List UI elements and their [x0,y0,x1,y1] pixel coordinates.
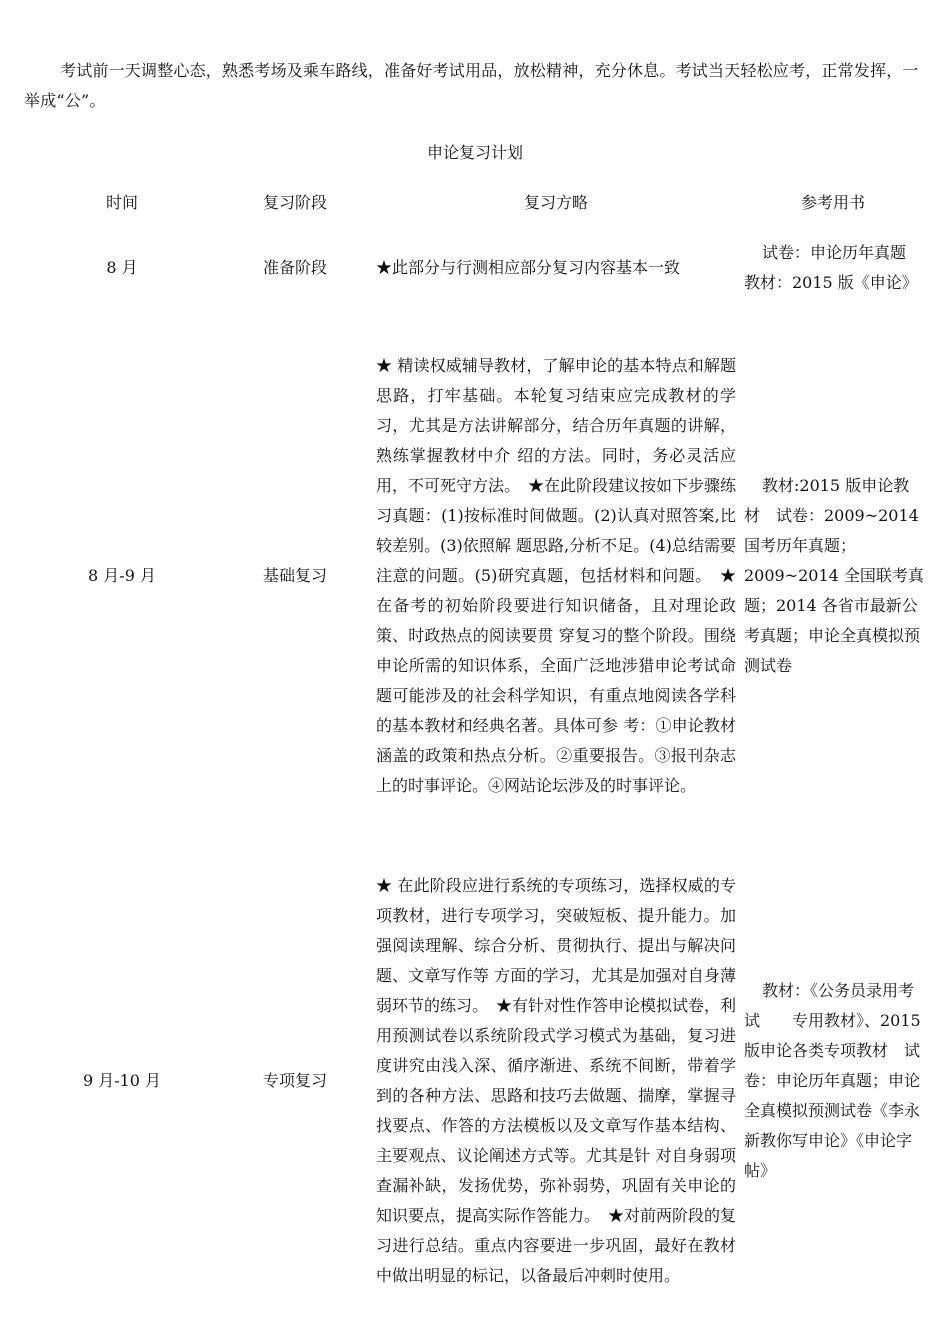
cell-books: 教材：《公务员录用考试 专用教材》、2015 版申论各类专项教材 试卷：申论历年真题；申论全真模拟预测试卷《李永新教你写申论》《申论字帖》 [744,981,921,1180]
review-plan-table [24,186,924,1326]
cell-time: 9 月-10 月 [82,1071,162,1090]
cell-method: ★ 在此阶段应进行系统的专项练习，选择权威的专项教材，进行专项学习，突破短板、提升能力。加强阅读理解、综合分析、贯彻执行、提出与解决问题、文章写作等 方面的学习，尤其是加强对自身薄弱环节的练习。 ★有针对性作答申论模拟试卷，利用预测试卷以系统阶段式学习模式为基础，复习进度讲究由浅入深、循序渐进、系统不间断，带着学到的各种方法、思路和技巧去做题、揣摩，掌握寻找要点、作答的方法模板以及文章写作基本结构、主要观点、议论阐述方式等。尤其是针 对自身弱项查漏补缺，发扬优势，弥补弱势，巩固有关申论的知识要点，提高实际作答能力。 ★对前两阶段的复习进行总结。重点内容要进一步巩固，最好在教材中做出明显的标记，以备最后冲刺时使用。 [376,876,737,1285]
table-row [24,316,924,836]
cell-stage: 准备阶段 [262,258,327,277]
cell-time: 8 月-9 月 [88,566,156,585]
document-title: 申论复习计划 [426,143,523,162]
cell-books: 试卷：申论历年真题 教材：2015 版《申论》 [744,243,923,292]
table-header-row [24,186,924,220]
cell-time: 8 月 [106,258,138,277]
header-method: 复习方略 [523,193,588,212]
cell-stage: 基础复习 [262,566,327,585]
cell-books: 教材:2015 版申论教材 试卷：2009~2014 国考历年真题； 2009~2014 全国联考真题；2014 各省市最新公考真题；申论全真模拟预测试卷 [744,476,924,675]
cell-method: ★ 精读权威辅导教材，了解申论的基本特点和解题思路，打牢基础。本轮复习结束应完成教材的学习，尤其是方法讲解部分，结合历年真题的讲解，熟练掌握教材中介 绍的方法。同时，务必灵活应用，不可死守方法。 ★在此阶段建议按如下步骤练习真题：(1)按标准时间做题。(2)认真对照答案,比较差别。(3)依照解 题思路,分析不足。(4)总结需要注意的问题。(5)研究真题，包括材料和问题。 ★在备考的初始阶段要进行知识储备，且对理论政策、时政热点的阅读要贯 穿复习的整个阶段。围绕申论所需的知识体系，全面广泛地涉猎申论考试命题可能涉及的社会科学知识，有重点地阅读各学科的基本教材和经典名著。具体可参 考：①申论教材涵盖的政策和热点分析。②重要报告。③报刊杂志上的时事评论。④网站论坛涉及的时事评论。 [376,356,737,795]
header-books: 参考用书 [800,193,865,212]
header-time: 时间 [105,193,138,212]
header-stage: 复习阶段 [262,193,327,212]
cell-stage: 专项复习 [262,1071,327,1090]
cell-method: ★此部分与行测相应部分复习内容基本一致 [376,258,681,277]
table-row [24,220,924,316]
table-row [24,836,924,1326]
intro-paragraph: 考试前一天调整心态，熟悉考场及乘车路线，准备好考试用品，放松精神，充分休息。考试当天轻松应考，正常发挥，一举成“公”。 [24,61,919,110]
